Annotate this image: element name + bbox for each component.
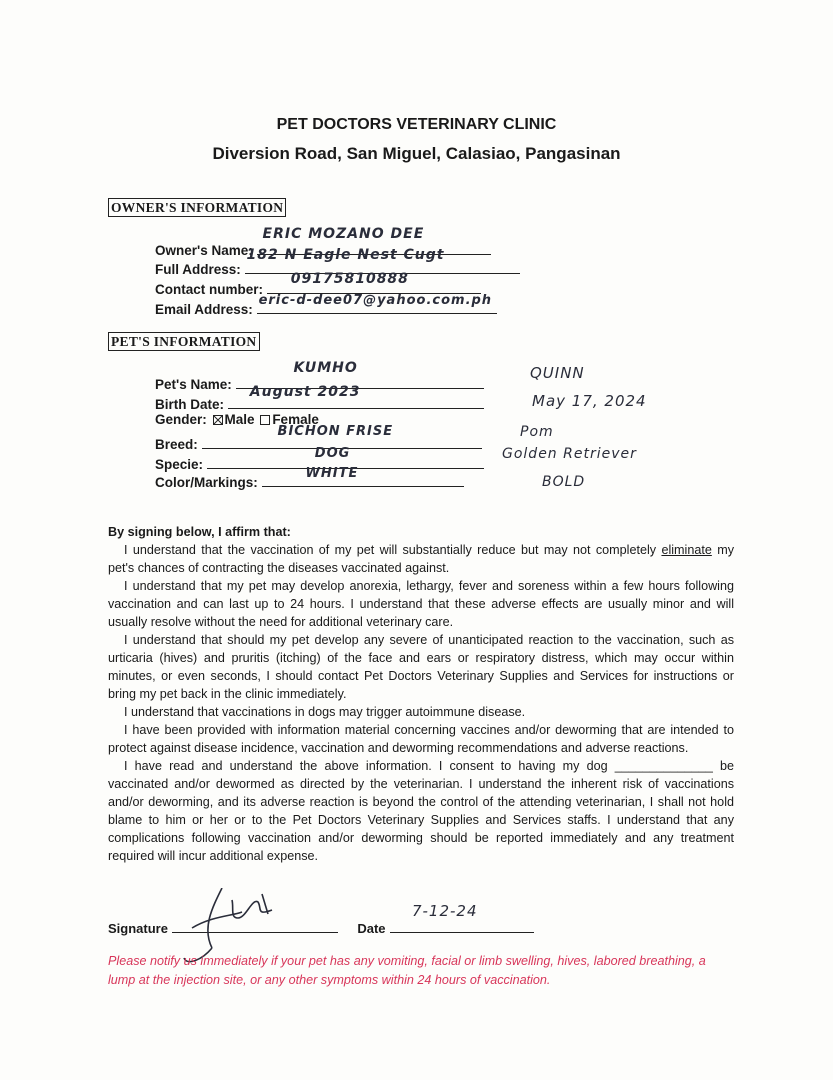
gender-female-checkbox[interactable]	[260, 415, 270, 425]
side-note-breed-2: Golden Retriever	[502, 446, 637, 462]
gender-male-checkbox[interactable]	[213, 415, 223, 425]
owner-contact-label: Contact number:	[155, 282, 263, 297]
pet-specie-label: Specie:	[155, 457, 204, 472]
clinic-name: PET DOCTORS VETERINARY CLINIC	[276, 116, 557, 133]
pet-breed-label: Breed:	[155, 437, 198, 452]
pet-name-label: Pet's Name:	[155, 377, 232, 392]
pet-birth-label: Birth Date:	[155, 397, 225, 412]
signature-label: Signature	[108, 921, 168, 936]
pet-color-row	[155, 466, 464, 490]
vaccination-notice: Please notify us immediately if your pet has any vomiting, facial or limb swelling, hives, labored breathing, a lump at the injection site, or any other symptoms within 24 hours of vaccination.	[108, 954, 706, 987]
owner-contact-value: 09175810888	[290, 271, 409, 287]
affirm-paragraph-1: I understand that the vaccination of my pet will substantially reduce but may not completely eliminate my pet's chances of contracting the diseases vaccinated against.	[108, 543, 734, 575]
pet-gender-label: Gender:	[155, 412, 207, 427]
owner-email-row	[155, 293, 497, 317]
side-note-date: May 17, 2024	[532, 392, 647, 410]
affirmation-text	[108, 523, 734, 865]
owner-address-value: 182 N Eagle Nest Cugt	[246, 247, 445, 263]
affirm-paragraph-2: I understand that my pet may develop anorexia, lethargy, fever and soreness within a few hours following vaccination and can last up to 24 hours. I understand that these adverse effects are usually minor and will usually resolve without the need for additional veterinary care.	[108, 579, 734, 629]
date-value: 7-12-24	[411, 902, 478, 920]
clinic-address: Diversion Road, San Miguel, Calasiao, Pangasinan	[212, 144, 621, 163]
side-note-breed: Pom	[520, 424, 554, 440]
affirm-paragraph-4: I understand that vaccinations in dogs may trigger autoimmune disease.	[124, 705, 526, 719]
owner-contact-field[interactable]	[267, 271, 481, 294]
owner-name-value: ERIC MOZANO DEE	[262, 226, 425, 242]
date-label: Date	[357, 921, 386, 936]
pet-breed-value: BICHON FRISE	[277, 424, 394, 439]
side-note-color: BOLD	[542, 474, 586, 490]
affirm-paragraph-3: I understand that should my pet develop any severe of unanticipated reaction to the vaccination, such as urticaria (hives) and pruritis (itching) of the face and ears or respiratory distress, which may occur within minutes, or even seconds, I should contact Pet Doctors Veterinary Supplies and Services for instructions or bring my pet back in the clinic immediately.	[108, 633, 734, 701]
affirm-paragraph-6: I have read and understand the above information. I consent to having my dog ______________ be vaccinated and/or dewormed as directed by the veterinarian. I understand the inherent risk of vaccinations and/or deworming, and its adverse reaction is beyond the control of the attending veterinarian, I shall not hold blame to him or her or to the Pet Doctors Veterinary Supplies and Services staffs. I understand that any complications following vaccination and/or deworming should be reported immediately and any treatment required will incur additional expense.	[108, 759, 734, 863]
owner-section-heading: OWNER'S INFORMATION	[108, 198, 286, 217]
date-field[interactable]	[390, 902, 534, 933]
pet-section-heading: PET'S INFORMATION	[108, 332, 260, 351]
pet-specie-value: DOG	[314, 446, 351, 461]
owner-email-value: eric-d-dee07@yahoo.com.ph	[258, 293, 493, 308]
check-mark-icon	[214, 416, 222, 424]
pet-name-value: KUMHO	[293, 360, 358, 376]
gender-male-label: Male	[224, 412, 255, 427]
side-note-name: QUINN	[530, 364, 585, 382]
owner-email-field[interactable]	[257, 293, 497, 314]
signature-row	[108, 902, 534, 938]
owner-address-label: Full Address:	[155, 262, 241, 277]
affirm-lead: By signing below, I affirm that:	[108, 525, 291, 539]
pet-color-field[interactable]	[262, 466, 464, 487]
owner-name-label: Owner's Name:	[155, 243, 253, 258]
owner-email-label: Email Address:	[155, 302, 253, 317]
pet-color-label: Color/Markings:	[155, 475, 258, 490]
pet-color-value: WHITE	[305, 466, 359, 481]
affirm-paragraph-5: I have been provided with information material concerning vaccines and/or deworming that are intended to protect against disease incidence, vaccination and deworming recommendations and adverse reactions.	[108, 723, 734, 755]
signature-field[interactable]	[172, 918, 338, 933]
gender-female-label: Female	[272, 412, 319, 427]
pet-birth-field[interactable]	[228, 384, 484, 409]
pet-birth-value: August 2023	[249, 384, 361, 400]
